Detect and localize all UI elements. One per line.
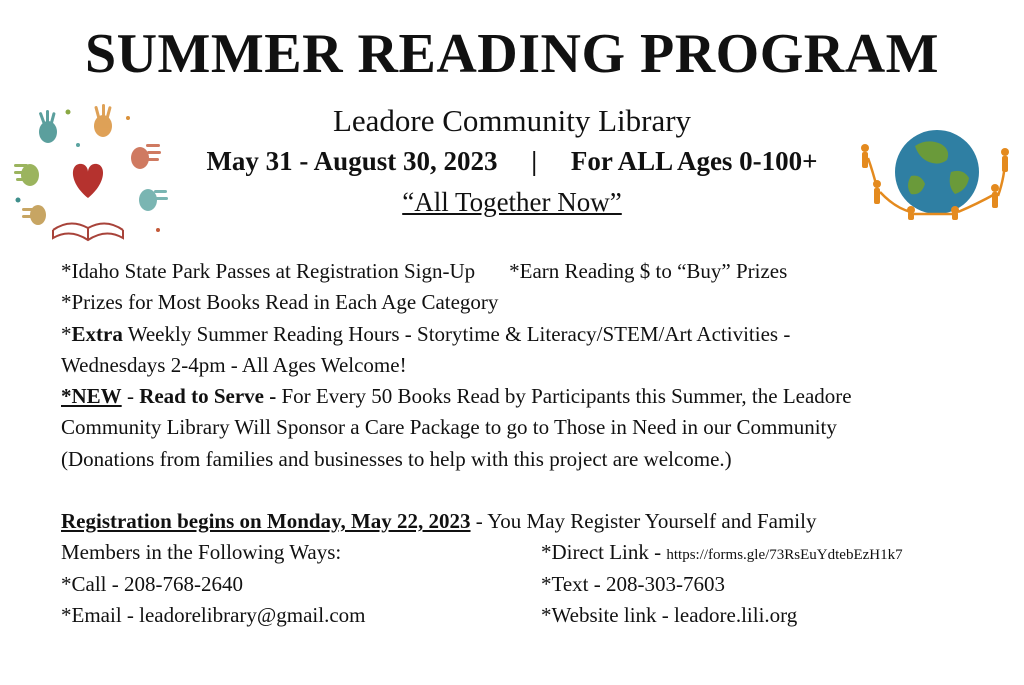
website-link[interactable]: *Website link - leadore.lili.org: [541, 602, 798, 627]
prizes-perk: *Prizes for Most Books Read in Each Age Category: [61, 290, 499, 315]
library-name: Leadore Community Library: [332, 103, 692, 138]
program-dates: May 31 - August 30, 2023: [206, 146, 498, 176]
registration-line: Registration begins on Monday, May 22, 2023 - You May Register Yourself and Family: [61, 509, 817, 534]
email-contact[interactable]: *Email - leadorelibrary@gmail.com: [61, 602, 366, 627]
extra-label: Extra: [71, 321, 123, 346]
registration-ways-label: Members in the Following Ways:: [61, 540, 342, 565]
hand-print-icon: [131, 144, 161, 169]
program-theme: “All Together Now”: [402, 187, 622, 217]
read-to-serve-label: Read to Serve -: [139, 384, 277, 409]
perk-line: [61, 256, 961, 287]
extra-hours-schedule: Wednesdays 2-4pm - All Ages Welcome!: [61, 352, 407, 377]
contact-row: [61, 569, 961, 600]
age-range: For ALL Ages 0-100+: [570, 146, 818, 176]
contact-row: [61, 600, 961, 631]
page-title: SUMMER READING PROGRAM: [84, 23, 940, 85]
separator: |: [531, 146, 538, 176]
call-contact: *Call - 208-768-2640: [61, 571, 243, 596]
new-label: *NEW: [61, 384, 122, 409]
heart-icon: [73, 164, 103, 198]
direct-link-url[interactable]: https://forms.gle/73RsEuYdtebEzH1k7: [666, 547, 903, 564]
direct-link[interactable]: *Direct Link - https://forms.gle/73RsEuYdtebEzH1k7: [541, 540, 903, 565]
reading-dollars-perk: *Earn Reading $ to “Buy” Prizes: [509, 259, 788, 283]
program-details: [61, 256, 961, 631]
park-passes-perk: *Idaho State Park Passes at Registration Sign-Up: [61, 259, 476, 283]
read-to-serve-text: Community Library Will Sponsor a Care Package to go to Those in Need in our Community: [61, 415, 837, 440]
globe-people-illustration: [855, 124, 1015, 220]
hand-print-icon: [14, 164, 39, 186]
registration-start: Registration begins on Monday, May 22, 2023: [61, 509, 471, 534]
text-contact: *Text - 208-303-7603: [541, 571, 725, 596]
hand-print-icon: [139, 189, 168, 211]
hands-heart-book-illustration: [8, 100, 170, 245]
extra-hours-perk: *Extra Weekly Summer Reading Hours - Storytime & Literacy/STEM/Art Activities -: [61, 321, 791, 346]
donations-note: (Donations from families and businesses to help with this project are welcome.): [61, 446, 732, 471]
open-book-icon: [53, 223, 123, 240]
read-to-serve-perk: *NEW - Read to Serve - For Every 50 Books Read by Participants this Summer, the Leadore: [61, 384, 852, 409]
registration-ways-row: [61, 537, 961, 568]
hand-print-icon: [39, 110, 57, 143]
hand-print-icon: [22, 205, 46, 225]
hand-print-icon: [94, 104, 112, 137]
